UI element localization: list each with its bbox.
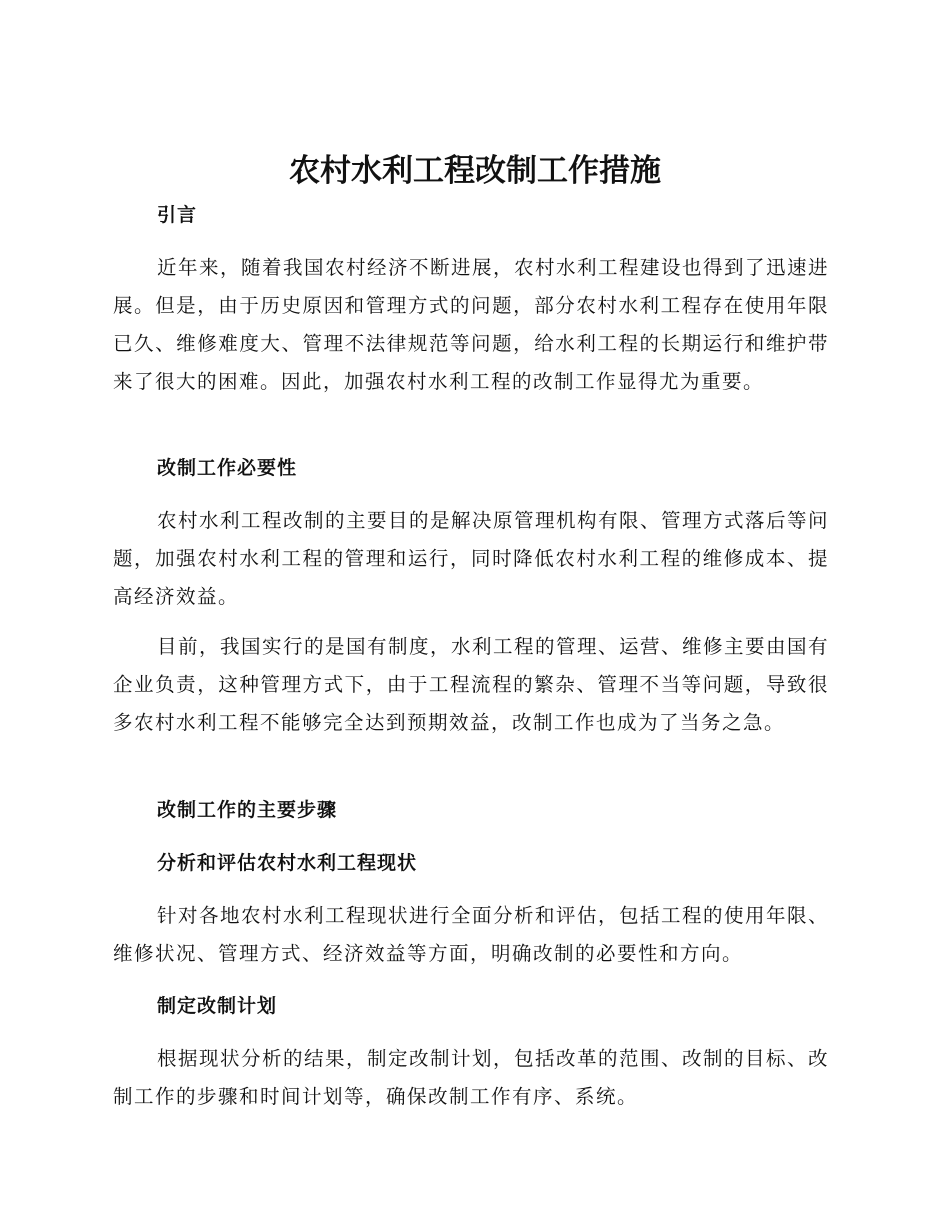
paragraph-necessity-2: 目前，我国实行的是国有制度，水利工程的管理、运营、维修主要由国有企业负责，这种管理方式下，由于工程流程的繁杂、管理不当等问题，导致很多农村水利工程不能够完全达到预期效益，改制工作也成为了当务之急。 — [113, 635, 830, 734]
section-heading-steps: 改制工作的主要步骤 — [157, 799, 338, 821]
document-title: 农村水利工程改制工作措施 — [289, 153, 661, 189]
paragraph-necessity-1: 农村水利工程改制的主要目的是解决原管理机构有限、管理方式落后等问题，加强农村水利工程的管理和运行，同时降低农村水利工程的维修成本、提高经济效益。 — [113, 509, 830, 608]
paragraph-analysis: 针对各地农村水利工程现状进行全面分析和评估，包括工程的使用年限、维修状况、管理方式、经济效益等方面，明确改制的必要性和方向。 — [113, 904, 830, 965]
paragraph-plan: 根据现状分析的结果，制定改制计划，包括改革的范围、改制的目标、改制工作的步骤和时间计划等，确保改制工作有序、系统。 — [113, 1047, 830, 1108]
paragraph-intro: 近年来，随着我国农村经济不断进展，农村水利工程建设也得到了迅速进展。但是，由于历史原因和管理方式的问题，部分农村水利工程存在使用年限已久、维修难度大、管理不法律规范等问题，给水利工程的长期运行和维护带来了很大的困难。因此，加强农村水利工程的改制工作显得尤为重要。 — [113, 256, 830, 393]
section-heading-necessity: 改制工作必要性 — [157, 457, 298, 479]
subsection-heading-analysis: 分析和评估农村水利工程现状 — [157, 852, 418, 874]
section-heading-intro: 引言 — [157, 204, 198, 226]
subsection-heading-plan: 制定改制计划 — [157, 995, 278, 1017]
